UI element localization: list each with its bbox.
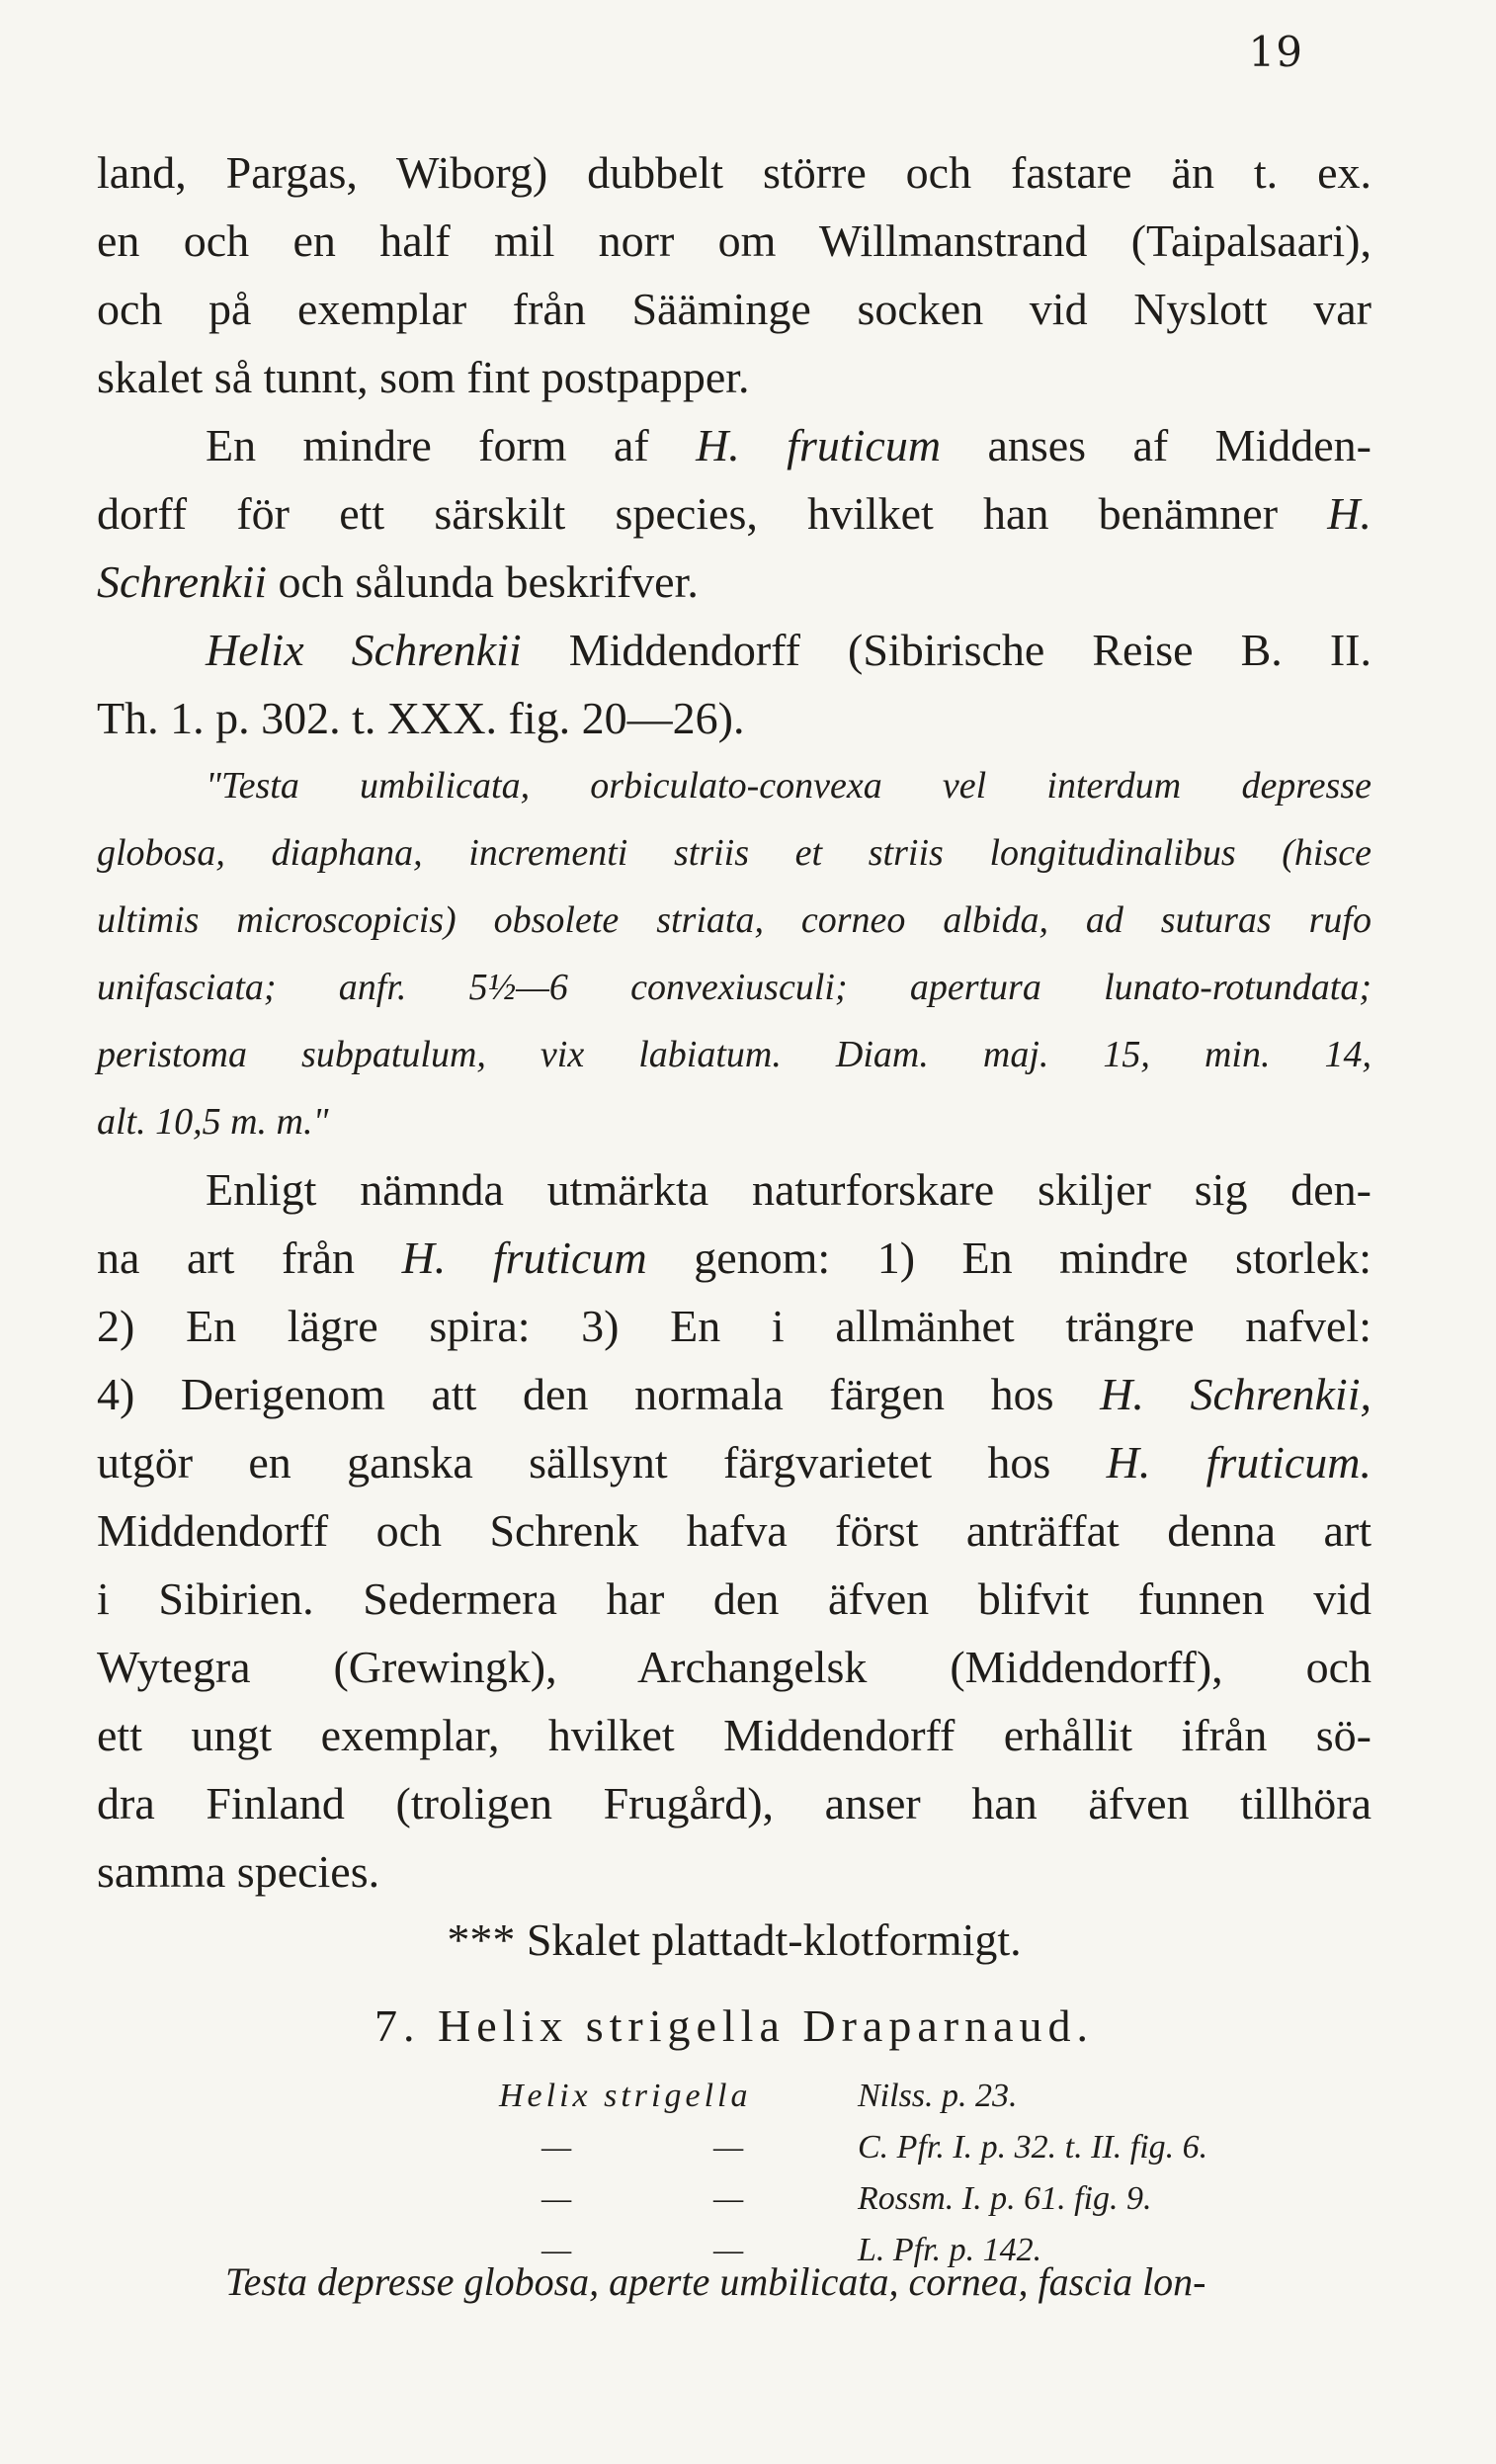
page-number: 19 xyxy=(1248,28,1303,76)
diagnosis-line: Testa depresse globosa, aperte umbilicata, cornea, fascia lon- xyxy=(225,2259,1206,2304)
text-line: utgör en ganska sällsynt färgvarietet hos H. fruticum. xyxy=(97,1437,1371,1487)
synonym-row xyxy=(0,2122,1496,2173)
diagnosis-line: "Testa umbilicata, orbiculato-convexa vel interdum depresse xyxy=(206,765,1371,807)
citation-line: Th. 1. p. 302. t. XXX. fig. 20—26). xyxy=(97,693,745,743)
synonym-ref: Rossm. I. p. 61. fig. 9. xyxy=(858,2180,1152,2217)
text-line: en och en half mil norr om Willmanstrand (Taipalsaari), xyxy=(97,215,1371,266)
synonym-ref: L. Pfr. p. 142. xyxy=(858,2232,1042,2268)
diagnosis-line: ultimis microscopicis) obsolete striata, corneo albida, ad suturas rufo xyxy=(97,899,1371,941)
ditto-dash: — xyxy=(541,2232,572,2268)
text-line: Wytegra (Grewingk), Archangelsk (Middendorff), och xyxy=(97,1642,1371,1692)
diagnosis-line: alt. 10,5 m. m." xyxy=(97,1101,329,1143)
synonym-row xyxy=(0,2071,1496,2122)
diagnosis-line: peristoma subpatulum, vix labiatum. Diam. maj. 15, min. 14, xyxy=(97,1034,1371,1075)
text-line: En mindre form af H. fruticum anses af Midden- xyxy=(206,420,1371,470)
ditto-dash: — xyxy=(713,2129,744,2166)
footnote: *** Skalet plattadt-klotformigt. xyxy=(447,1914,1022,1965)
text-line: skalet så tunnt, som fint postpapper. xyxy=(97,352,750,402)
ditto-dash: — xyxy=(713,2180,744,2217)
text-line: och på exemplar från Sääminge socken vid Nyslott var xyxy=(97,284,1371,334)
text-line: 4) Derigenom att den normala färgen hos H. Schrenkii, xyxy=(97,1369,1371,1419)
text-line: na art från H. fruticum genom: 1) En mindre storlek: xyxy=(97,1232,1371,1283)
body-text xyxy=(97,138,1371,2060)
text-line: dorff för ett särskilt species, hvilket han benämner H. xyxy=(97,488,1371,539)
synonym-ref: Nilss. p. 23. xyxy=(858,2078,1018,2114)
text-line: Enligt nämnda utmärkta naturforskare skiljer sig den- xyxy=(206,1164,1371,1215)
diagnosis-line: globosa, diaphana, incrementi striis et striis longitudinalibus (hisce xyxy=(97,832,1371,874)
text-line: dra Finland (troligen Frugård), anser han äfven tillhöra xyxy=(97,1778,1371,1828)
synonym-name: Helix strigella xyxy=(499,2078,752,2114)
ditto-dash: — xyxy=(541,2180,572,2217)
ditto-dash: — xyxy=(541,2129,572,2166)
citation-line: Helix Schrenkii Middendorff (Sibirische Reise B. II. xyxy=(206,625,1371,675)
ditto-dash: — xyxy=(713,2232,744,2268)
section-heading: 7. Helix strigella Draparnaud. xyxy=(374,2000,1094,2051)
text-line: i Sibirien. Sedermera har den äfven blifvit funnen vid xyxy=(97,1573,1371,1624)
text-line: Middendorff och Schrenk hafva först anträffat denna art xyxy=(97,1505,1371,1556)
text-line: 2) En lägre spira: 3) En i allmänhet trängre nafvel: xyxy=(97,1301,1371,1351)
synonym-row xyxy=(0,2173,1496,2225)
text-line: ett ungt exemplar, hvilket Middendorff erhållit ifrån sö- xyxy=(97,1710,1371,1760)
text-line: samma species. xyxy=(97,1846,380,1897)
text-line: Schrenkii och sålunda beskrifver. xyxy=(97,556,699,607)
text-line: land, Pargas, Wiborg) dubbelt större och fastare än t. ex. xyxy=(97,147,1371,198)
diagnosis-line: unifasciata; anfr. 5½—6 convexiusculi; apertura lunato-rotundata; xyxy=(97,967,1371,1008)
synonym-ref: C. Pfr. I. p. 32. t. II. fig. 6. xyxy=(858,2129,1208,2166)
synonym-list xyxy=(0,2071,1496,2276)
